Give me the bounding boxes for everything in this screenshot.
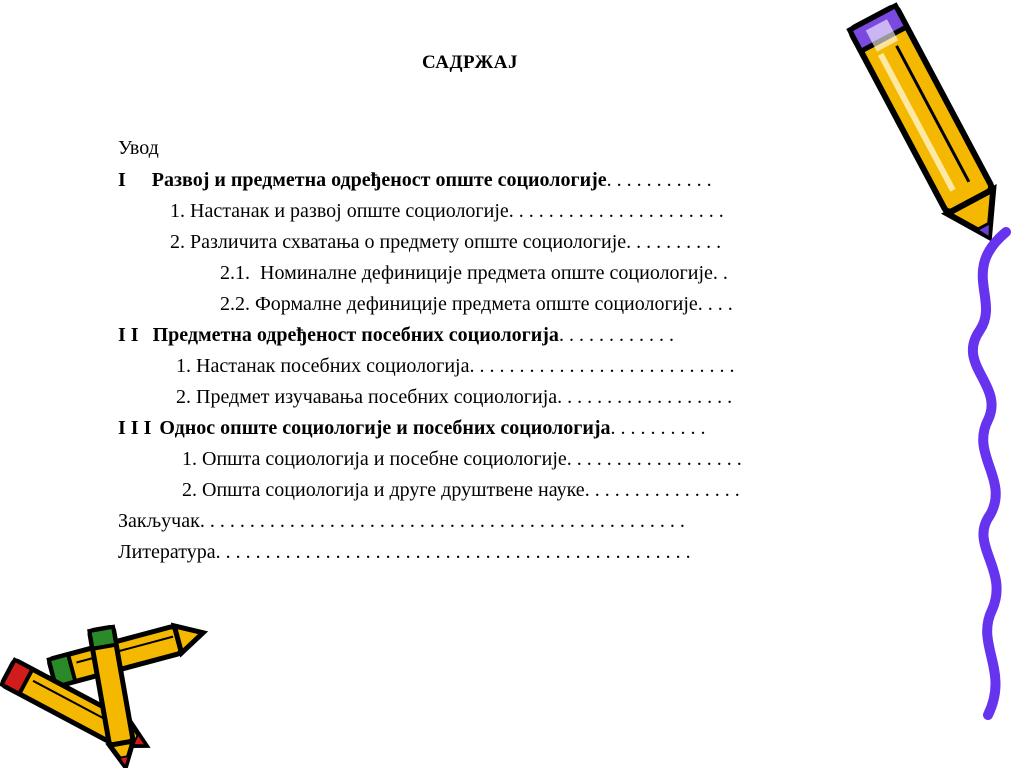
toc-item-title: 2.2. Формалне дефиниције предмета опште социологије (220, 293, 698, 315)
toc-item-title: 1. Општа социологија и посебне социологије (182, 448, 567, 470)
toc-item-title: Однос опште социологије и посебних социологија (159, 417, 611, 439)
toc-item-number: I I (118, 324, 139, 346)
toc-item-title: Увод (118, 137, 159, 159)
toc-leader-dots: . . . . . . . . . . . . . . . . . . . . . . (508, 200, 724, 222)
wavy-line-icon (973, 232, 1006, 715)
toc-leader-dots: . . . . . . . . . . (610, 417, 706, 439)
toc-item-title: Развој и предметна одређеност опште социологије (151, 169, 607, 191)
toc-leader-dots: . . . . . . . . . . . . . . . . . . . . . . . . . . . . . . . . . . . . . . . . . . . . . . . . . (199, 510, 685, 532)
toc-item-title: 1. Настанак и развој опште социологије (170, 200, 509, 222)
toc-leader-dots: . . . . . . . . . . . . . . . . . . . . . . . . . . . (469, 355, 735, 377)
toc-leader-dots: . . . . . . . . . . . . (558, 324, 674, 346)
toc-item-title: 1. Настанак посебних социологија (176, 355, 470, 377)
toc-leader-dots: . . . . . . . . . . (626, 231, 722, 253)
toc-leader-dots: . . . . . . . . . . . (606, 169, 712, 191)
toc-item-title: 2. Општа социологија и друге друштвене науке (182, 479, 585, 501)
toc-leader-dots: . . . . . . . . . . . . . . . . (584, 479, 740, 501)
toc-leader-dots: . . . . . . . . . . . . . . . . . . (566, 448, 742, 470)
toc-item-title: 2. Предмет изучавања посебних социологија (176, 386, 558, 408)
toc-item-title: Литература (118, 541, 216, 563)
toc-item-title: Закључак (118, 510, 200, 532)
toc-item-number: I I I (118, 417, 152, 439)
toc-leader-dots: . . . . . . . . . . . . . . . . . . . . . . . . . . . . . . . . . . . . . . . . . . . . . . . . (215, 541, 691, 563)
pencil-icon (49, 619, 207, 686)
toc-item-title: 2. Различита схватања о предмету опште социологије (170, 231, 627, 253)
pencil-icon (850, 6, 1013, 251)
toc-item (98, 516, 691, 588)
toc-item-title: Предметна одређеност посебних социологија (152, 324, 559, 346)
toc-leader-dots: . . . . (697, 293, 733, 315)
toc-leader-dots: . . . . . . . . . . . . . . . . . . (557, 386, 733, 408)
toc-leader-dots: . . (712, 262, 728, 284)
page-title: САДРЖАЈ (421, 52, 518, 73)
toc-item-number: I (118, 169, 126, 191)
toc-item-title: 2.1. Номиналне дефиниције предмета опште социологије (220, 262, 713, 284)
